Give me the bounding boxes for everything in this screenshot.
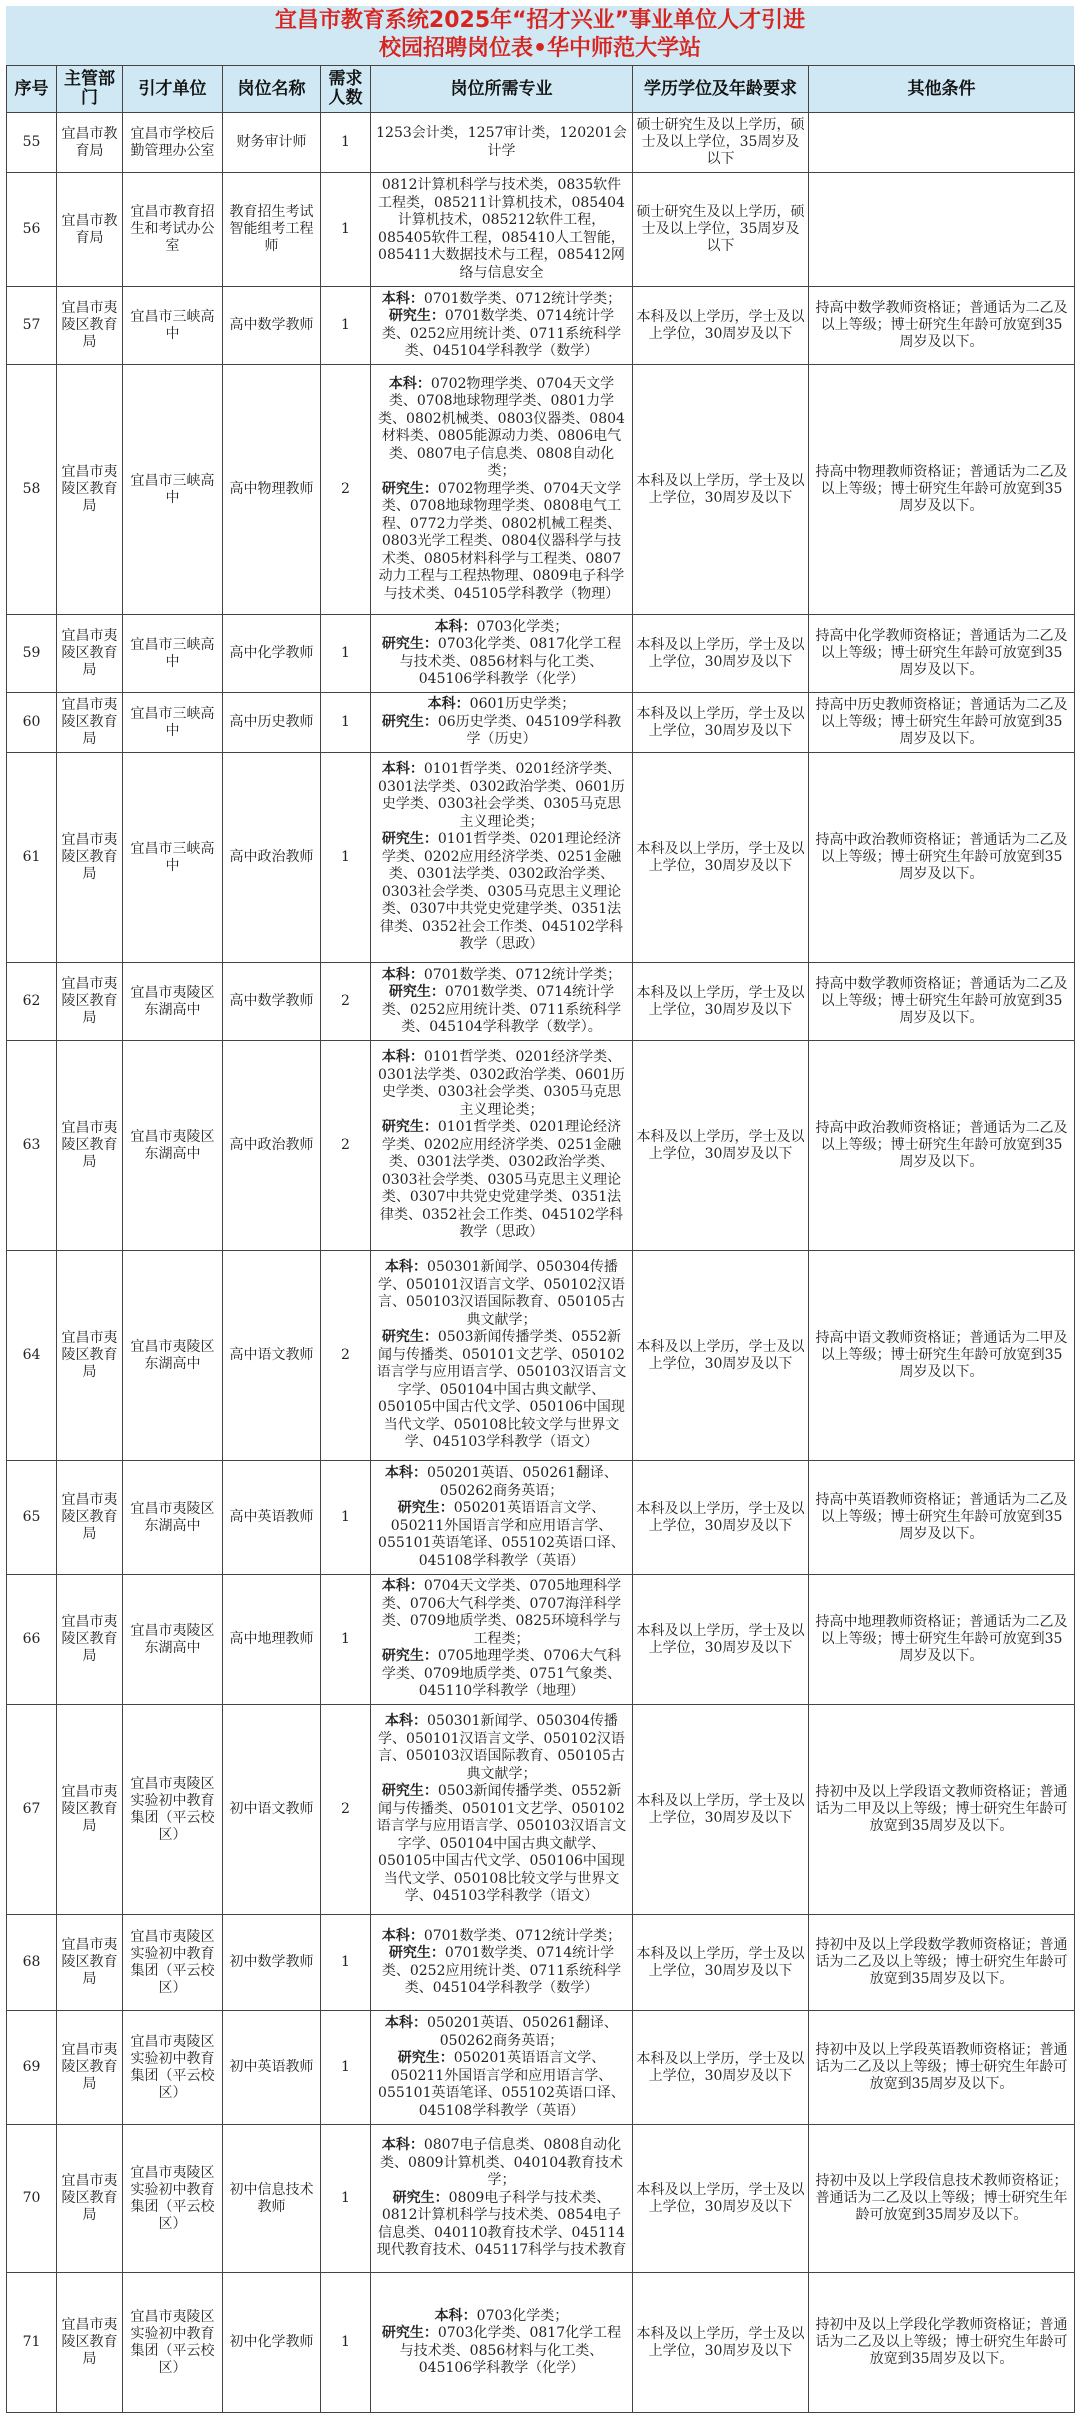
row-major bbox=[371, 173, 633, 287]
row-major bbox=[371, 1251, 633, 1461]
row-count: 1 bbox=[321, 2273, 371, 2413]
major-graduate-label: 研究生： bbox=[381, 713, 438, 730]
major-undergrad-label: 本科： bbox=[381, 966, 424, 983]
major-graduate-label: 研究生： bbox=[388, 984, 445, 1000]
row-count: 2 bbox=[321, 963, 371, 1041]
other-text: 持高中数学教师资格证；普通话为二乙及以上等级；博士研究生年龄可放宽到35周岁及以下。 bbox=[815, 976, 1068, 1026]
major-graduate-label: 研究生： bbox=[381, 636, 438, 652]
other-text: 持初中及以上学段英语教师资格证；普通话为二乙及以上等级；博士研究生年龄可放宽到35周岁及以下。 bbox=[815, 2042, 1068, 2092]
row-dept: 宜昌市教育局 bbox=[57, 173, 123, 287]
row-unit: 宜昌市三峡高中 bbox=[123, 287, 223, 365]
row-no: 62 bbox=[7, 963, 57, 1041]
row-unit: 宜昌市夷陵区东湖高中 bbox=[123, 963, 223, 1041]
row-major bbox=[371, 1915, 633, 2011]
header-unit: 引才单位 bbox=[123, 66, 223, 113]
major-undergrad-label: 本科： bbox=[381, 1049, 424, 1066]
row-other bbox=[809, 963, 1075, 1041]
table-row bbox=[7, 1575, 1075, 1705]
other-text: 持初中及以上学段化学教师资格证；普通话为二乙及以上等级；博士研究生年龄可放宽到35周岁及以下。 bbox=[815, 2317, 1068, 2367]
row-other bbox=[809, 615, 1075, 693]
row-major bbox=[371, 1041, 633, 1251]
row-post: 高中数学教师 bbox=[223, 287, 321, 365]
other-text: 持高中语文教师资格证；普通话为二甲及以上等级；博士研究生年龄可放宽到35周岁及以下。 bbox=[815, 1330, 1068, 1380]
row-major bbox=[371, 2273, 633, 2413]
row-post: 高中数学教师 bbox=[223, 963, 321, 1041]
row-edu: 硕士研究生及以上学历，硕士及以上学位，35周岁及以下 bbox=[633, 113, 809, 173]
major-graduate-label: 研究生： bbox=[381, 1783, 438, 1800]
major-graduate-label: 研究生： bbox=[381, 831, 438, 848]
row-major bbox=[371, 1575, 633, 1705]
row-count: 1 bbox=[321, 1575, 371, 1705]
row-edu: 本科及以上学历，学士及以上学位，30周岁及以下 bbox=[633, 287, 809, 365]
row-other bbox=[809, 1461, 1075, 1575]
row-major bbox=[371, 1461, 633, 1575]
row-no: 66 bbox=[7, 1575, 57, 1705]
major-undergrad-text: 0703化学类； bbox=[476, 618, 569, 635]
row-count: 1 bbox=[321, 753, 371, 963]
table-row bbox=[7, 365, 1075, 615]
major-undergrad-label: 本科： bbox=[381, 1927, 424, 1944]
row-major bbox=[371, 963, 633, 1041]
row-dept: 宜昌市夷陵区教育局 bbox=[57, 1461, 123, 1575]
row-major bbox=[371, 693, 633, 753]
row-no: 60 bbox=[7, 693, 57, 753]
row-dept: 宜昌市夷陵区教育局 bbox=[57, 1915, 123, 2011]
table-row bbox=[7, 173, 1075, 287]
row-edu: 本科及以上学历，学士及以上学位，30周岁及以下 bbox=[633, 1461, 809, 1575]
major-graduate-text: 0503新闻传播学类、0552新闻与传播类、050101文艺学、050102语言学与应用语言学、050103汉语言文字学、050104中国古典文献学、050105中国古代文学、050106中国现当代文学、050108比较文学与世界文学、045103学科教学（语文） bbox=[376, 1783, 627, 1905]
table-row bbox=[7, 2125, 1075, 2273]
major-graduate-label: 研究生： bbox=[381, 1119, 438, 1136]
row-count: 2 bbox=[321, 1251, 371, 1461]
major-undergrad-text: 0601历史学类； bbox=[469, 696, 576, 713]
table-row bbox=[7, 287, 1075, 365]
row-post: 初中语文教师 bbox=[223, 1705, 321, 1915]
row-edu: 本科及以上学历，学士及以上学位，30周岁及以下 bbox=[633, 1915, 809, 2011]
major-undergrad-text: 0704天文学类、0705地理科学类、0706大气科学类、0707海洋科学类、0709地质学类、0825环境科学与工程类； bbox=[381, 1578, 622, 1647]
row-other bbox=[809, 173, 1075, 287]
row-unit: 宜昌市夷陵区实验初中教育集团（平云校区） bbox=[123, 2011, 223, 2125]
row-edu: 本科及以上学历，学士及以上学位，30周岁及以下 bbox=[633, 1041, 809, 1251]
row-post: 高中政治教师 bbox=[223, 753, 321, 963]
major-graduate-label: 研究生： bbox=[381, 480, 438, 497]
row-post: 初中信息技术教师 bbox=[223, 2125, 321, 2273]
row-other bbox=[809, 1251, 1075, 1461]
row-edu: 硕士研究生及以上学历，硕士及以上学位，35周岁及以下 bbox=[633, 173, 809, 287]
table-header-row bbox=[7, 66, 1075, 113]
row-major bbox=[371, 2011, 633, 2125]
row-other bbox=[809, 1915, 1075, 2011]
row-no: 69 bbox=[7, 2011, 57, 2125]
row-unit: 宜昌市夷陵区东湖高中 bbox=[123, 1041, 223, 1251]
row-post: 初中数学教师 bbox=[223, 1915, 321, 2011]
major-undergrad-text: 050301新闻学、050304传播学、050101汉语言文学、050102汉语言、050103汉语国际教育、050105古典文献学； bbox=[378, 1713, 625, 1782]
row-other bbox=[809, 753, 1075, 963]
header-no: 序号 bbox=[7, 66, 57, 113]
row-edu: 本科及以上学历，学士及以上学位，30周岁及以下 bbox=[633, 1575, 809, 1705]
major-graduate-label: 研究生： bbox=[381, 1648, 438, 1665]
row-unit: 宜昌市夷陵区东湖高中 bbox=[123, 1461, 223, 1575]
table-row bbox=[7, 1251, 1075, 1461]
table-row bbox=[7, 2273, 1075, 2413]
row-dept: 宜昌市夷陵区教育局 bbox=[57, 1575, 123, 1705]
row-major bbox=[371, 113, 633, 173]
row-post: 高中政治教师 bbox=[223, 1041, 321, 1251]
major-undergrad-text: 050301新闻学、050304传播学、050101汉语言文学、050102汉语言、050103汉语国际教育、050105古典文献学； bbox=[378, 1259, 625, 1328]
major-undergrad-text: 0701数学类、0712统计学类； bbox=[423, 290, 622, 307]
major-graduate-text: 0701数学类、0714统计学类、0252应用统计类、0711系统科学类、045104学科教学（数学） bbox=[381, 1945, 622, 1996]
major-undergrad-label: 本科： bbox=[385, 2015, 428, 2031]
major-graduate-text: 0809电子科学与技术类、0812计算机科学与技术类、0854电子信息类、040110教育技术学、045114现代教育技术、045117科学与技术教育 bbox=[376, 2189, 627, 2259]
row-edu: 本科及以上学历，学士及以上学位，30周岁及以下 bbox=[633, 753, 809, 963]
row-no: 71 bbox=[7, 2273, 57, 2413]
major-undergrad-label: 本科： bbox=[381, 761, 424, 778]
row-unit: 宜昌市夷陵区实验初中教育集团（平云校区） bbox=[123, 1705, 223, 1915]
major-graduate-label: 研究生： bbox=[381, 2325, 438, 2341]
other-text: 持高中数学教师资格证；普通话为二乙及以上等级；博士研究生年龄可放宽到35周岁及以下。 bbox=[815, 300, 1068, 350]
row-post: 高中物理教师 bbox=[223, 365, 321, 615]
major-undergrad-text: 0101哲学类、0201经济学类、0301法学类、0302政治学类、0601历史学类、0303社会学类、0305马克思主义理论类； bbox=[378, 761, 625, 830]
row-edu: 本科及以上学历，学士及以上学位，30周岁及以下 bbox=[633, 1251, 809, 1461]
row-other bbox=[809, 2273, 1075, 2413]
row-no: 55 bbox=[7, 113, 57, 173]
row-edu: 本科及以上学历，学士及以上学位，30周岁及以下 bbox=[633, 2011, 809, 2125]
other-text: 持高中政治教师资格证；普通话为二乙及以上等级；博士研究生年龄可放宽到35周岁及以下。 bbox=[815, 1120, 1068, 1170]
row-count: 1 bbox=[321, 2125, 371, 2273]
major-undergrad-label: 本科： bbox=[427, 696, 470, 713]
row-count: 1 bbox=[321, 615, 371, 693]
title-line-2: 校园招聘岗位表•华中师范大学站 bbox=[378, 36, 702, 61]
row-edu: 本科及以上学历，学士及以上学位，30周岁及以下 bbox=[633, 365, 809, 615]
row-other bbox=[809, 365, 1075, 615]
row-no: 65 bbox=[7, 1461, 57, 1575]
row-post: 高中地理教师 bbox=[223, 1575, 321, 1705]
table-row bbox=[7, 113, 1075, 173]
row-no: 67 bbox=[7, 1705, 57, 1915]
row-dept: 宜昌市夷陵区教育局 bbox=[57, 963, 123, 1041]
major-undergrad-label: 本科： bbox=[388, 375, 431, 392]
row-no: 70 bbox=[7, 2125, 57, 2273]
major-undergrad-text: 0807电子信息类、0808自动化类、0809计算机类、040104教育技术学； bbox=[379, 2137, 624, 2189]
major-graduate-text: 0703化学类、0817化学工程与技术类、0856材料与化工类、045106学科教学（化学） bbox=[399, 636, 622, 687]
job-table bbox=[6, 65, 1075, 2413]
header-major: 岗位所需专业 bbox=[371, 66, 633, 113]
page-title bbox=[6, 6, 1074, 65]
major-graduate-label: 研究生： bbox=[388, 1945, 445, 1961]
major-graduate-label: 研究生： bbox=[381, 1329, 438, 1346]
major-text: 0812计算机科学与技术类，0835软件工程类，085211计算机技术，085404计算机技术，085212软件工程，085405软件工程，085410人工智能，085411大数据技术与工程，085412网络与信息安全 bbox=[378, 177, 625, 281]
major-undergrad-label: 本科： bbox=[385, 1465, 428, 1481]
row-unit: 宜昌市三峡高中 bbox=[123, 693, 223, 753]
major-graduate-text: 050201英语语言文学、050211外国语言学和应用语言学、055101英语笔译、055102英语口译、045108学科教学（英语） bbox=[378, 1500, 625, 1569]
row-other bbox=[809, 1705, 1075, 1915]
row-unit: 宜昌市教育招生和考试办公室 bbox=[123, 173, 223, 287]
row-count: 1 bbox=[321, 693, 371, 753]
row-unit: 宜昌市三峡高中 bbox=[123, 753, 223, 963]
table-row bbox=[7, 1461, 1075, 1575]
row-dept: 宜昌市夷陵区教育局 bbox=[57, 1251, 123, 1461]
row-edu: 本科及以上学历，学士及以上学位，30周岁及以下 bbox=[633, 963, 809, 1041]
major-graduate-text: 050201英语语言文学、050211外国语言学和应用语言学、055101英语笔译、055102英语口译、045108学科教学（英语） bbox=[378, 2050, 625, 2119]
major-undergrad-text: 0701数学类、0712统计学类； bbox=[423, 1927, 622, 1944]
header-dept: 主管部门 bbox=[57, 66, 123, 113]
row-count: 1 bbox=[321, 2011, 371, 2125]
row-other bbox=[809, 113, 1075, 173]
other-text: 持高中物理教师资格证；普通话为二乙及以上等级；博士研究生年龄可放宽到35周岁及以下。 bbox=[815, 464, 1068, 514]
row-dept: 宜昌市夷陵区教育局 bbox=[57, 2273, 123, 2413]
row-other bbox=[809, 1041, 1075, 1251]
major-undergrad-label: 本科： bbox=[381, 290, 424, 307]
row-edu: 本科及以上学历，学士及以上学位，30周岁及以下 bbox=[633, 2273, 809, 2413]
table-body bbox=[7, 113, 1075, 2413]
table-row bbox=[7, 2011, 1075, 2125]
row-post: 初中化学教师 bbox=[223, 2273, 321, 2413]
row-no: 56 bbox=[7, 173, 57, 287]
row-count: 1 bbox=[321, 287, 371, 365]
row-dept: 宜昌市教育局 bbox=[57, 113, 123, 173]
row-no: 64 bbox=[7, 1251, 57, 1461]
major-undergrad-text: 0702物理学类、0704天文学类、0708地球物理学类、0801力学类、0802机械类、0803仪器类、0804材料类、0805能源动力类、0806电气类、0807电子信息类、0808自动化类； bbox=[378, 375, 625, 480]
other-text: 持高中化学教师资格证；普通话为二乙及以上等级；博士研究生年龄可放宽到35周岁及以下。 bbox=[815, 628, 1068, 678]
row-edu: 本科及以上学历，学士及以上学位，30周岁及以下 bbox=[633, 615, 809, 693]
row-unit: 宜昌市三峡高中 bbox=[123, 615, 223, 693]
header-edu: 学历学位及年龄要求 bbox=[633, 66, 809, 113]
row-major bbox=[371, 615, 633, 693]
row-unit: 宜昌市学校后勤管理办公室 bbox=[123, 113, 223, 173]
row-post: 高中化学教师 bbox=[223, 615, 321, 693]
row-count: 1 bbox=[321, 113, 371, 173]
row-no: 61 bbox=[7, 753, 57, 963]
row-dept: 宜昌市夷陵区教育局 bbox=[57, 365, 123, 615]
major-graduate-text: 0701数学类、0714统计学类、0252应用统计类、0711系统科学类、045104学科教学（数学） bbox=[381, 308, 622, 359]
major-graduate-text: 0503新闻传播学类、0552新闻与传播类、050101文艺学、050102语言学与应用语言学、050103汉语言文字学、050104中国古典文献学、050105中国古代文学、050106中国现当代文学、050108比较文学与世界文学、045103学科教学（语文） bbox=[376, 1329, 627, 1451]
major-undergrad-text: 0703化学类； bbox=[476, 2307, 569, 2324]
row-no: 59 bbox=[7, 615, 57, 693]
row-major bbox=[371, 365, 633, 615]
row-dept: 宜昌市夷陵区教育局 bbox=[57, 1041, 123, 1251]
header-count: 需求人数 bbox=[321, 66, 371, 113]
row-post: 教育招生考试智能组考工程师 bbox=[223, 173, 321, 287]
major-graduate-label: 研究生： bbox=[388, 308, 445, 324]
major-text: 1253会计类，1257审计类，120201会计学 bbox=[376, 125, 627, 159]
header-post: 岗位名称 bbox=[223, 66, 321, 113]
row-major bbox=[371, 753, 633, 963]
row-post: 初中英语教师 bbox=[223, 2011, 321, 2125]
major-undergrad-label: 本科： bbox=[385, 1713, 428, 1730]
row-count: 1 bbox=[321, 173, 371, 287]
major-undergrad-label: 本科： bbox=[381, 1578, 424, 1595]
row-post: 高中历史教师 bbox=[223, 693, 321, 753]
row-post: 高中英语教师 bbox=[223, 1461, 321, 1575]
title-line-1: 宜昌市教育系统2025年“招才兴业”事业单位人才引进 bbox=[274, 8, 806, 33]
row-dept: 宜昌市夷陵区教育局 bbox=[57, 2125, 123, 2273]
major-undergrad-text: 050201英语、050261翻译、050262商务英语； bbox=[427, 2015, 618, 2049]
other-text: 持初中及以上学段数学教师资格证；普通话为二乙及以上等级；博士研究生年龄可放宽到35周岁及以下。 bbox=[815, 1937, 1068, 1987]
row-unit: 宜昌市夷陵区实验初中教育集团（平云校区） bbox=[123, 1915, 223, 2011]
major-undergrad-label: 本科： bbox=[434, 618, 477, 635]
row-no: 68 bbox=[7, 1915, 57, 2011]
major-undergrad-text: 0701数学类、0712统计学类； bbox=[423, 966, 622, 983]
row-count: 2 bbox=[321, 1705, 371, 1915]
row-major bbox=[371, 1705, 633, 1915]
row-unit: 宜昌市夷陵区实验初中教育集团（平云校区） bbox=[123, 2273, 223, 2413]
table-row bbox=[7, 693, 1075, 753]
row-unit: 宜昌市夷陵区东湖高中 bbox=[123, 1575, 223, 1705]
row-dept: 宜昌市夷陵区教育局 bbox=[57, 615, 123, 693]
row-count: 1 bbox=[321, 1915, 371, 2011]
other-text: 持高中政治教师资格证；普通话为二乙及以上等级；博士研究生年龄可放宽到35周岁及以下。 bbox=[815, 832, 1068, 882]
major-graduate-label: 研究生： bbox=[392, 2189, 449, 2206]
table-row bbox=[7, 1915, 1075, 2011]
major-graduate-text: 0702物理学类、0704天文学类、0708地球物理学类、0808电气工程、0772力学类、0802机械工程类、0803光学工程类、0804仪器科学与技术类、0805材料科学与工程类、0807动力工程与工程热物理、0809电子科学与技术类、045105学科教学（物理） bbox=[378, 480, 625, 602]
major-undergrad-label: 本科： bbox=[381, 2137, 424, 2154]
row-edu: 本科及以上学历，学士及以上学位，30周岁及以下 bbox=[633, 2125, 809, 2273]
other-text: 持高中英语教师资格证；普通话为二乙及以上等级；博士研究生年龄可放宽到35周岁及以下。 bbox=[815, 1492, 1068, 1542]
row-dept: 宜昌市夷陵区教育局 bbox=[57, 287, 123, 365]
major-graduate-label: 研究生： bbox=[397, 2050, 454, 2066]
table-row bbox=[7, 1705, 1075, 1915]
row-dept: 宜昌市夷陵区教育局 bbox=[57, 1705, 123, 1915]
row-count: 1 bbox=[321, 1461, 371, 1575]
row-unit: 宜昌市夷陵区东湖高中 bbox=[123, 1251, 223, 1461]
row-unit: 宜昌市夷陵区实验初中教育集团（平云校区） bbox=[123, 2125, 223, 2273]
row-other bbox=[809, 287, 1075, 365]
other-text: 持高中历史教师资格证；普通话为二乙及以上等级；博士研究生年龄可放宽到35周岁及以下。 bbox=[815, 697, 1068, 747]
major-graduate-text: 0703化学类、0817化学工程与技术类、0856材料与化工类、045106学科教学（化学） bbox=[399, 2325, 622, 2376]
row-other bbox=[809, 2011, 1075, 2125]
major-undergrad-label: 本科： bbox=[385, 1259, 428, 1276]
major-undergrad-text: 050201英语、050261翻译、050262商务英语； bbox=[427, 1465, 618, 1499]
major-undergrad-label: 本科： bbox=[434, 2307, 477, 2324]
row-edu: 本科及以上学历，学士及以上学位，30周岁及以下 bbox=[633, 1705, 809, 1915]
row-dept: 宜昌市夷陵区教育局 bbox=[57, 693, 123, 753]
row-other bbox=[809, 2125, 1075, 2273]
row-count: 2 bbox=[321, 1041, 371, 1251]
table-row bbox=[7, 1041, 1075, 1251]
table-row bbox=[7, 963, 1075, 1041]
other-text: 持初中及以上学段语文教师资格证；普通话为二甲及以上等级；博士研究生年龄可放宽到35周岁及以下。 bbox=[815, 1784, 1068, 1834]
major-graduate-text: 06历史学类、045109学科教学（历史） bbox=[437, 713, 622, 748]
row-no: 58 bbox=[7, 365, 57, 615]
row-no: 57 bbox=[7, 287, 57, 365]
other-text: 持初中及以上学段信息技术教师资格证；普通话为二乙及以上等级；博士研究生年龄可放宽到35周岁及以下。 bbox=[815, 2173, 1068, 2223]
major-graduate-text: 0101哲学类、0201理论经济学类、0202应用经济学类、0251金融类、0301法学类、0302政治学类、0303社会学类、0305马克思主义理论类、0307中共党史党建学类、0351法律类、0352社会工作类、045102学科教学（思政） bbox=[379, 831, 624, 953]
row-post: 高中语文教师 bbox=[223, 1251, 321, 1461]
row-dept: 宜昌市夷陵区教育局 bbox=[57, 2011, 123, 2125]
major-graduate-text: 0101哲学类、0201理论经济学类、0202应用经济学类、0251金融类、0301法学类、0302政治学类、0303社会学类、0305马克思主义理论类、0307中共党史党建学类、0351法律类、0352社会工作类、045102学科教学（思政） bbox=[379, 1119, 624, 1241]
row-no: 63 bbox=[7, 1041, 57, 1251]
row-post: 财务审计师 bbox=[223, 113, 321, 173]
row-other bbox=[809, 693, 1075, 753]
major-graduate-text: 0701数学类、0714统计学类、0252应用统计类、0711系统科学类、045104学科教学（数学）。 bbox=[381, 984, 622, 1035]
row-dept: 宜昌市夷陵区教育局 bbox=[57, 753, 123, 963]
row-count: 2 bbox=[321, 365, 371, 615]
header-other: 其他条件 bbox=[809, 66, 1075, 113]
major-undergrad-text: 0101哲学类、0201经济学类、0301法学类、0302政治学类、0601历史学类、0303社会学类、0305马克思主义理论类； bbox=[378, 1049, 625, 1118]
other-text: 持高中地理教师资格证；普通话为二乙及以上等级；博士研究生年龄可放宽到35周岁及以下。 bbox=[815, 1614, 1068, 1664]
row-major bbox=[371, 2125, 633, 2273]
row-major bbox=[371, 287, 633, 365]
row-other bbox=[809, 1575, 1075, 1705]
table-row bbox=[7, 753, 1075, 963]
row-unit: 宜昌市三峡高中 bbox=[123, 365, 223, 615]
major-graduate-label: 研究生： bbox=[397, 1500, 454, 1516]
major-graduate-text: 0705地理学类、0706大气科学类、0709地质学类、0751气象类、045110学科教学（地理） bbox=[381, 1648, 622, 1700]
table-row bbox=[7, 615, 1075, 693]
row-edu: 本科及以上学历，学士及以上学位，30周岁及以下 bbox=[633, 693, 809, 753]
